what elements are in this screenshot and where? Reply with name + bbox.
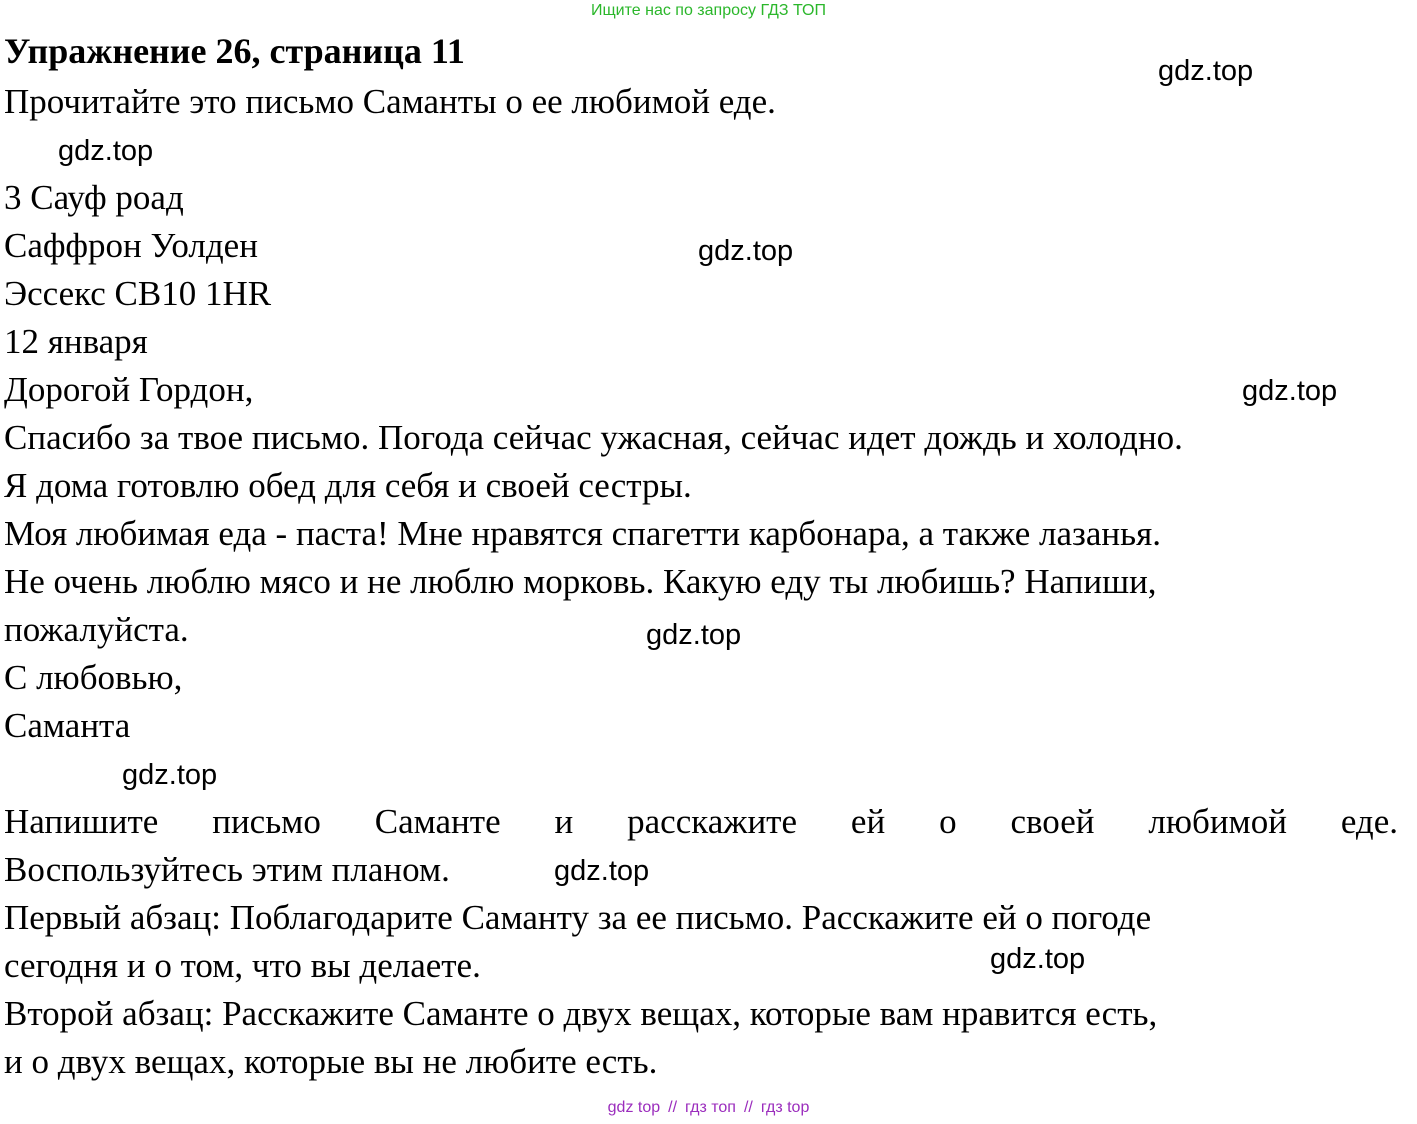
watermark: gdz.top [58, 135, 154, 167]
greeting-line: Дорогой Гордон, [4, 370, 254, 409]
watermark: gdz.top [122, 759, 218, 791]
footer-separator: // [668, 1099, 678, 1116]
footer-link[interactable]: gdz top [607, 1099, 661, 1116]
watermark: gdz.top [554, 855, 650, 887]
top-banner: Ищите нас по запросу ГДЗ ТОП [591, 2, 826, 19]
letter-paragraph-1: Спасибо за твое письмо. Погода сейчас ужасная, сейчас идет дождь и холодно. [4, 418, 1183, 457]
address-line-2: Саффрон Уолден [4, 226, 258, 265]
intro-line: Прочитайте это письмо Саманты о ее любимой еде. [4, 82, 776, 121]
watermark: gdz.top [1158, 55, 1254, 87]
plan-second-paragraph-b: и о двух вещах, которые вы не любите есть. [4, 1042, 658, 1081]
task-line-1: Напишите письмо Саманте и расскажите ей о своей любимой еде. [4, 802, 1398, 841]
footer-separator: // [743, 1099, 753, 1116]
plan-second-paragraph-a: Второй абзац: Расскажите Саманте о двух вещах, которые вам нравится есть, [4, 994, 1158, 1033]
letter-paragraph-4: Не очень люблю мясо и не люблю морковь. Какую еду ты любишь? Напиши, [4, 562, 1157, 601]
watermark: gdz.top [990, 943, 1086, 975]
footer-link[interactable]: гдз top [760, 1099, 810, 1116]
task-line-2: Воспользуйтесь этим планом. [4, 850, 450, 889]
document-body [4, 30, 1398, 1086]
address-line-1: 3 Сауф роад [4, 178, 184, 217]
watermark: gdz.top [646, 619, 742, 651]
watermark: gdz.top [1242, 375, 1338, 407]
footer-links [0, 1098, 1417, 1118]
letter-paragraph-5: пожалуйста. [4, 610, 189, 649]
footer-link[interactable]: гдз топ [685, 1099, 736, 1116]
spacer [4, 126, 1398, 174]
plan-first-paragraph-a: Первый абзац: Поблагодарите Саманту за ее письмо. Расскажите ей о погоде [4, 898, 1152, 937]
plan-first-paragraph-b: сегодня и о том, что вы делаете. [4, 946, 481, 985]
date-line: 12 января [4, 322, 148, 361]
address-line-3: Эссекс CB10 1HR [4, 274, 272, 313]
signature-line: Саманта [4, 706, 131, 745]
letter-paragraph-2: Я дома готовлю обед для себя и своей сестры. [4, 466, 692, 505]
closing-line: С любовью, [4, 658, 183, 697]
exercise-title: Упражнение 26, страница 11 [4, 31, 465, 71]
letter-paragraph-3: Моя любимая еда - паста! Мне нравятся спагетти карбонара, а также лазанья. [4, 514, 1161, 553]
watermark: gdz.top [698, 235, 794, 267]
